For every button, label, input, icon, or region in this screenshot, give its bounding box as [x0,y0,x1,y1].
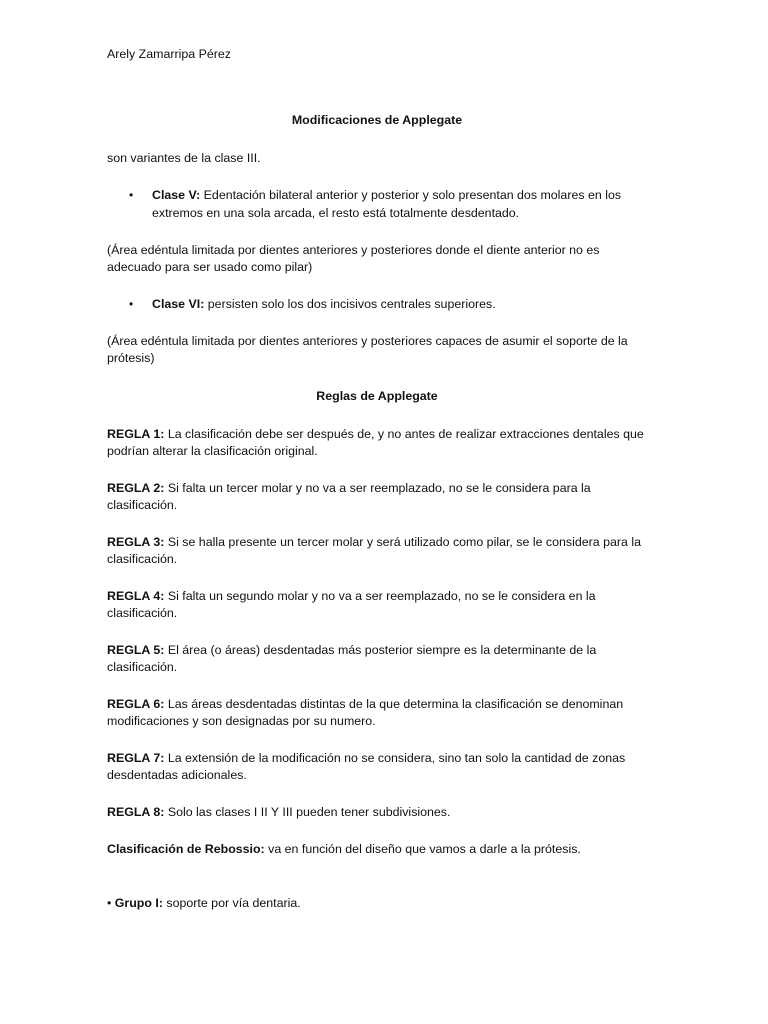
rule-text: La clasificación debe ser después de, y no antes de realizar extracciones dentales que [164,427,644,441]
rule-label: REGLA 4: [107,589,165,603]
rule-text-cont: clasificación. [107,552,178,566]
rule-label: REGLA 3: [107,535,165,549]
note-2-line-2: prótesis) [107,351,155,365]
note-1-line-1: (Área edéntula limitada por dientes anteriores y posteriores donde el diente anterior no es [107,243,600,257]
note-2-line-1: (Área edéntula limitada por dientes anteriores y posteriores capaces de asumir el soporte de la [107,334,628,348]
clase-v-line-1 [152,187,652,204]
rule-text: La extensión de la modificación no se considera, sino tan solo la cantidad de zonas [164,751,626,765]
rule-text-cont: clasificación. [107,606,178,620]
section-title-reglas: Reglas de Applegate [316,389,438,403]
rule-text: Las áreas desdentadas distintas de la que determina la clasificación se denominan [164,697,624,711]
section-title-modificaciones: Modificaciones de Applegate [291,113,463,127]
rule-label: REGLA 5: [107,643,165,657]
clase-vi-text: persisten solo los dos incisivos centrales superiores. [204,297,496,311]
rule-label: REGLA 1: [107,427,165,441]
bullet-icon: • [129,297,134,311]
rebossio-label: Clasificación de Rebossio: [107,842,265,856]
rule-text: Solo las clases I II Y III pueden tener subdivisiones. [164,805,451,819]
clase-v-label: Clase V: [152,188,201,202]
bullet-icon: • [107,896,115,910]
rule-label: REGLA 6: [107,697,165,711]
rule-text-cont: clasificación. [107,660,178,674]
grupo-1-line [107,895,301,912]
rebossio-line [107,841,581,858]
rule-text: Si se halla presente un tercer molar y será utilizado como pilar, se le considera para la [164,535,641,549]
rule-text-cont: podrían alterar la clasificación original. [107,444,318,458]
rule-label: REGLA 2: [107,481,165,495]
grupo-1-text: soporte por vía dentaria. [162,896,301,910]
clase-vi-label: Clase VI: [152,297,205,311]
rule-label: REGLA 8: [107,805,165,819]
rule-label: REGLA 7: [107,751,165,765]
rebossio-text: va en función del diseño que vamos a darle a la prótesis. [264,842,581,856]
note-1-line-2: adecuado para ser usado como pilar) [107,260,313,274]
rule-text: Si falta un tercer molar y no va a ser reemplazado, no se le considera para la [164,481,591,495]
rule-text: Si falta un segundo molar y no va a ser reemplazado, no se le considera en la [164,589,596,603]
rule-text-cont: desdentadas adicionales. [107,768,247,782]
author-name: Arely Zamarripa Pérez [107,47,231,61]
bullet-icon: • [129,188,134,202]
clase-v-text-1: Edentación bilateral anterior y posterior y solo presentan dos molares en los [200,188,622,202]
rule-text-cont: clasificación. [107,498,178,512]
rule-text: El área (o áreas) desdentadas más posterior siempre es la determinante de la [164,643,597,657]
intro-text: son variantes de la clase III. [107,151,261,165]
clase-vi-line [152,296,652,313]
rule-text-cont: modificaciones y son designadas por su numero. [107,714,376,728]
grupo-1-label: Grupo I: [114,896,163,910]
clase-v-text-2: extremos en una sola arcada, el resto está totalmente desdentado. [152,206,520,220]
